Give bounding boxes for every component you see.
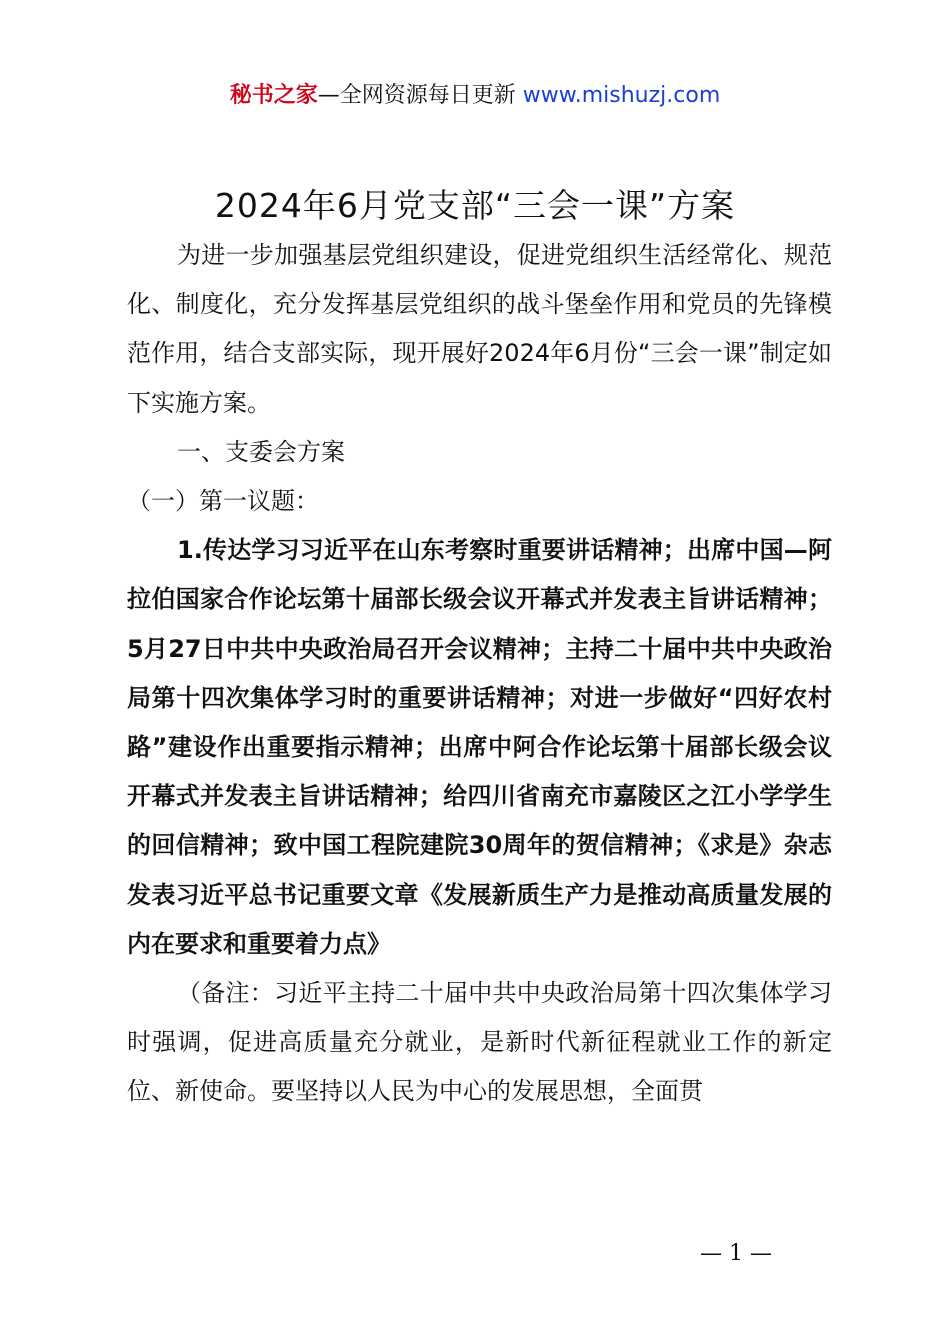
brand-name: 秘书之家 xyxy=(229,83,318,108)
site-url-link[interactable]: www.mishuzj.com xyxy=(522,83,721,108)
header-tagline: —全网资源每日更新 xyxy=(317,83,523,108)
document-body xyxy=(127,231,832,1117)
site-header xyxy=(0,80,950,112)
first-topic-content: 1.传达学习习近平在山东考察时重要讲话精神；出席中国—阿拉伯国家合作论坛第十届部长级会议开幕式并发表主旨讲话精神；5月27日中共中央政治局召开会议精神；主持二十届中共中央政治局第十四次集体学习时的重要讲话精神；对进一步做好“四好农村路”建设作出重要指示精神；出席中阿合作论坛第十届部长级会议开幕式并发表主旨讲话精神；给四川省南充市嘉陵区之江小学学生的回信精神；致中国工程院建院30周年的贺信精神；《求是》杂志发表习近平总书记重要文章《发展新质生产力是推动高质量发展的内在要求和重要着力点》 xyxy=(127,536,832,958)
page-title: 2024年6月党支部“三会一课”方案 xyxy=(214,186,736,225)
note-paragraph: （备注：习近平主持二十届中共中央政治局第十四次集体学习时强调，促进高质量充分就业，是新时代新征程就业工作的新定位、新使命。要坚持以人民为中心的发展思想，全面贯 xyxy=(127,979,832,1106)
intro-paragraph: 为进一步加强基层党组织建设，促进党组织生活经常化、规范化、制度化，充分发挥基层党组织的战斗堡垒作用和党员的先锋模范作用，结合支部实际，现开展好2024年6月份“三会一课”制定如下实施方案。 xyxy=(127,241,832,417)
section-heading-branch-committee: 一、支委会方案 xyxy=(177,437,345,466)
page-number: — 1 — xyxy=(700,1241,772,1266)
item-heading-first-topic: （一）第一议题： xyxy=(127,487,319,516)
